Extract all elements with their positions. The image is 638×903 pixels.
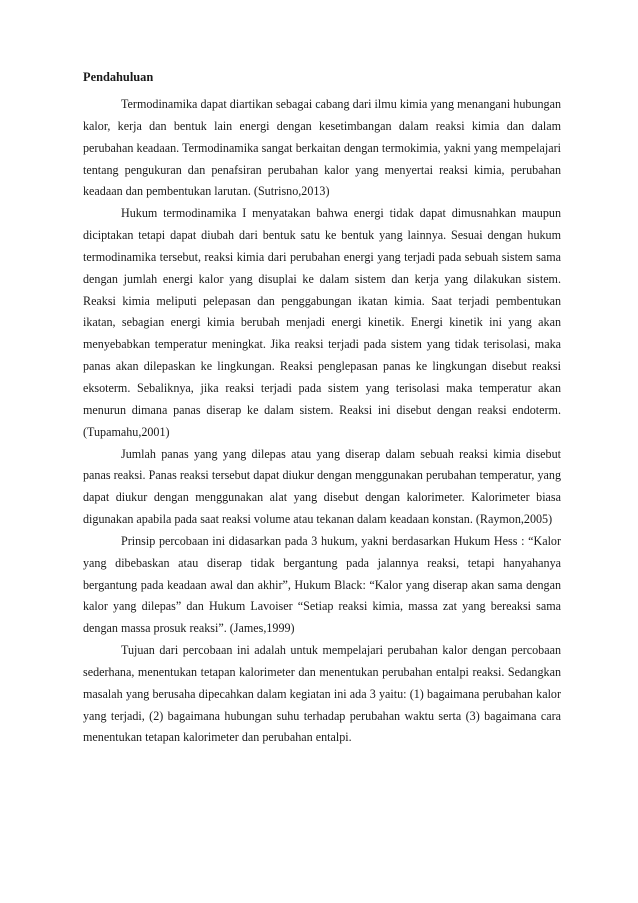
paragraph-principle: Prinsip percobaan ini didasarkan pada 3 hukum, yakni berdasarkan Hukum Hess : “Kalor yang dibebaskan atau diserap tidak bergantung pada jalannya reaksi, tetapi hanyahanya bergantung pada keadaan awal dan akhir”, Hukum Black: “Kalor yang diserap akan sama dengan kalor yang dilepas” dan Hukum Lavoiser “Setiap reaksi kimia, massa zat yang bereaksi sama dengan massa prosuk reaksi”. (James,1999) (83, 533, 561, 636)
paragraph-objective: Tujuan dari percobaan ini adalah untuk mempelajari perubahan kalor dengan percobaan sederhana, menentukan tetapan kalorimeter dan menentukan perubahan entalpi reaksi. Sedangkan masalah yang berusaha dipecahkan dalam kegiatan ini ada 3 yaitu: (1) bagaimana perubahan kalor yang terjadi, (2) bagaimana hubungan suhu terhadap perubahan waktu serta (3) bagaimana cara menentukan tetapan kalorimeter dan perubahan entalpi. (83, 643, 561, 745)
paragraph-intro: Termodinamika dapat diartikan sebagai cabang dari ilmu kimia yang menangani hubungan kalor, kerja dan bentuk lain energi dengan kesetimbangan dalam reaksi kimia dan dalam perubahan keadaan. Termodinamika sangat berkaitan dengan termokimia, yakni yang mempelajari tentang pengukuran dan penafsiran perubahan kalor yang menyertai reaksi kimia, perubahan keadaan dan pembentukan larutan. (Sutrisno,2013) (83, 97, 561, 199)
paragraph-heat-of-reaction: Jumlah panas yang yang dilepas atau yang diserap dalam sebuah reaksi kimia disebut panas reaksi. Panas reaksi tersebut dapat diukur dengan menggunakan perubahan temperatur, yang dapat diukur dengan menggunakan alat yang disebut dengan kalorimeter. Kalorimeter biasa digunakan apabila pada saat reaksi volume atau tekanan dalam keadaan konstan. (Raymon,2005) (83, 446, 561, 527)
document-page (83, 68, 561, 749)
paragraph-first-law: Hukum termodinamika I menyatakan bahwa energi tidak dapat dimusnahkan maupun diciptakan tetapi dapat diubah dari bentuk satu ke bentuk yang lainnya. Sesuai dengan hukum termodinamika tersebut, reaksi kimia dari perubahan energi yang terjadi pada sebuah sistem sama dengan jumlah energi kalor yang disuplai ke dalam sistem dan kerja yang dilakukan sistem. Reaksi kimia meliputi pelepasan dan penggabungan ikatan kimia. Saat terjadi pembentukan ikatan, sebagian energi kimia berubah menjadi energi kinetik. Energi kinetik ini yang akan menyebabkan temperatur meningkat. Jika reaksi terjadi pada sistem yang tidak terisolasi, maka panas akan dilepaskan ke lingkungan. Reaksi penglepasan panas ke lingkungan disebut reaksi eksoterm. Sebaliknya, jika reaksi terjadi pada sistem yang terisolasi maka temperatur akan menurun dimana panas diserap ke dalam sistem. Reaksi ini disebut dengan reaksi endoterm. (Tupamahu,2001) (83, 206, 561, 439)
section-heading: Pendahuluan (83, 70, 154, 84)
